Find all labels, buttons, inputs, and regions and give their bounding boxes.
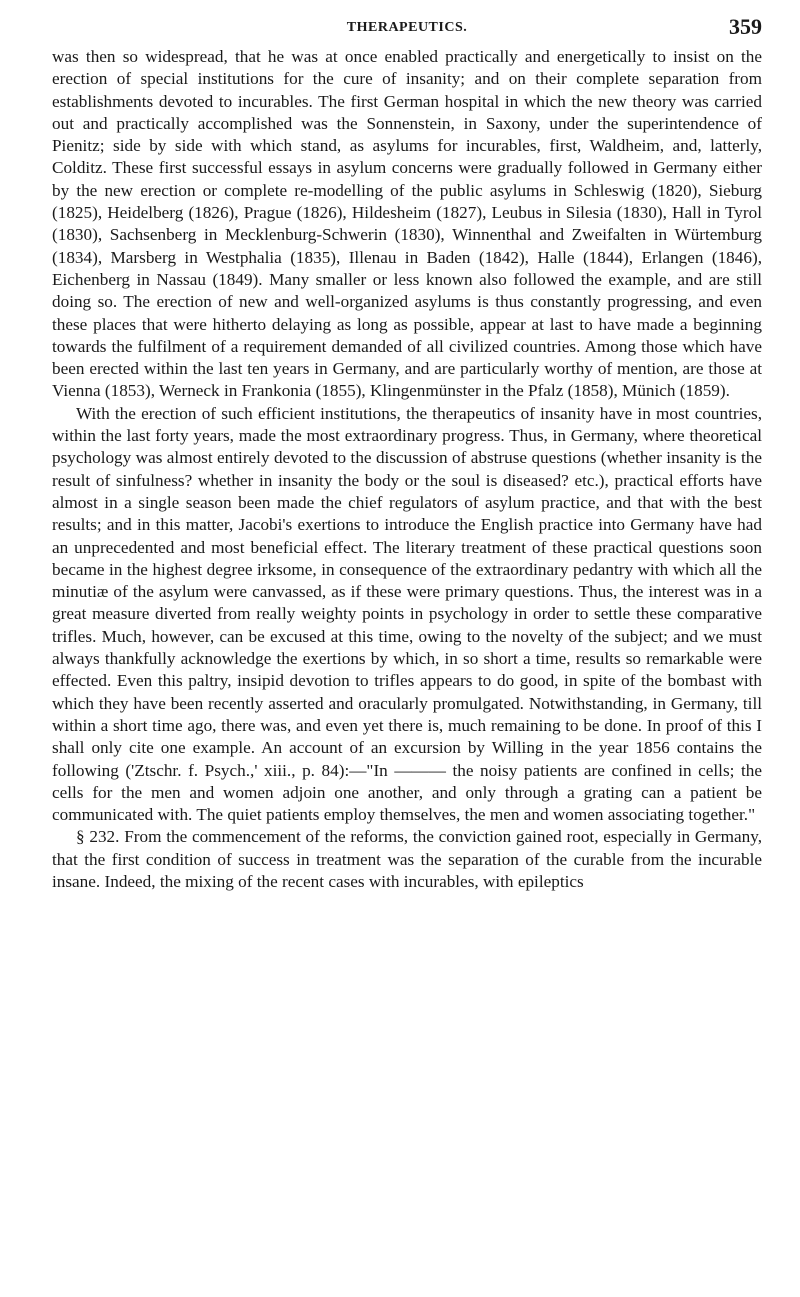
paragraph-section-232: § 232. From the commencement of the reforms, the conviction gained root, especially in Germany, that the first condition of success in treatment was the separation of the curable from the incurable insane. Indeed, the mixing of the recent cases with incurables, with epileptics (52, 827, 762, 891)
paragraph-2: With the erection of such efficient institutions, the therapeutics of insanity have in most countries, within the last forty years, made the most extraordinary progress. Thus, in Germany, where theoretical psychology was almost entirely devoted to the discussion of abstruse questions (whether insanity is the result of sinfulness? whether in insanity the body or the soul is diseased? etc.), practical efforts have almost in a single season been made the chief regulators of asylum practice, and that with the best results; and in this matter, Jacobi's exertions to introduce the English practice into Germany have had an unprecedented and most beneficial effect. The literary treatment of these practical questions soon became in the highest degree irksome, in consequence of the extraordinary pedantry with which all the minutiæ of the asylum were canvassed, as if these were primary questions. Thus, the interest was in a great measure diverted from really weighty points in psychology in order to settle these comparative trifles. Much, however, can be excused at this time, owing to the novelty of the subject; and we must always thankfully acknowledge the exertions by which, in so short a time, results so remarkable were effected. Even this paltry, insipid devotion to trifles appears to do good, in spite of the bombast with which they have been recently asserted and oracularly promulgated. Notwithstanding, in Germany, till within a short time ago, there was, and even yet there is, much remaining to be done. In proof of this I shall only cite one example. An account of an excursion by Willing in the year 1856 contains the following ('Ztschr. f. Psych.,' xiii., p. 84):—"In ——— the noisy patients are confined in cells; the cells for the men and women adjoin one another, and only through a grating can a patient be communicated with. The quiet patients employ themselves, the men and women associating together." (52, 403, 762, 825)
running-title: THERAPEUTICS. (346, 20, 468, 35)
paragraph-1: was then so widespread, that he was at once enabled practically and energetically to insist on the erection of special institutions for the cure of insanity; and on their complete separation from establishments devoted to incurables. The first German hospital in which the new theory was carried out and practically accomplished was the Sonnenstein, in Saxony, under the superintendence of Pienitz; side by side with which stand, as asylums for incurables, first, Waldheim, and, latterly, Colditz. These first successful essays in asylum concerns were gradually followed in Germany either by the new erection or complete re-modelling of the public asylums in Schleswig (1820), Sieburg (1825), Heidelberg (1826), Prague (1826), Hildesheim (1827), Leubus in Silesia (1830), Hall in Tyrol (1830), Sachsenberg in Mecklenburg-Schwerin (1830), Winnenthal and Zweifalten in Würtemburg (1834), Marsberg in Westphalia (1835), Illenau in Baden (1842), Halle (1844), Erlangen (1846), Eichenberg in Nassau (1849). Many smaller or less known also followed the example, and are still doing so. The erection of new and well-organized asylums is thus constantly progressing, and even these places that were hitherto delaying as long as possible, appear at last to have made a beginning towards the fulfilment of a requirement demanded of all civilized countries. Among those which have been erected within the last ten years in Germany, and are particularly worthy of mention, are those at Vienna (1853), Werneck in Frankonia (1855), Klingenmünster in the Pfalz (1858), Münich (1859). (52, 47, 762, 401)
body-text (52, 46, 762, 893)
book-page (52, 14, 762, 893)
page-number: 359 (729, 14, 762, 39)
page-header (52, 14, 762, 42)
